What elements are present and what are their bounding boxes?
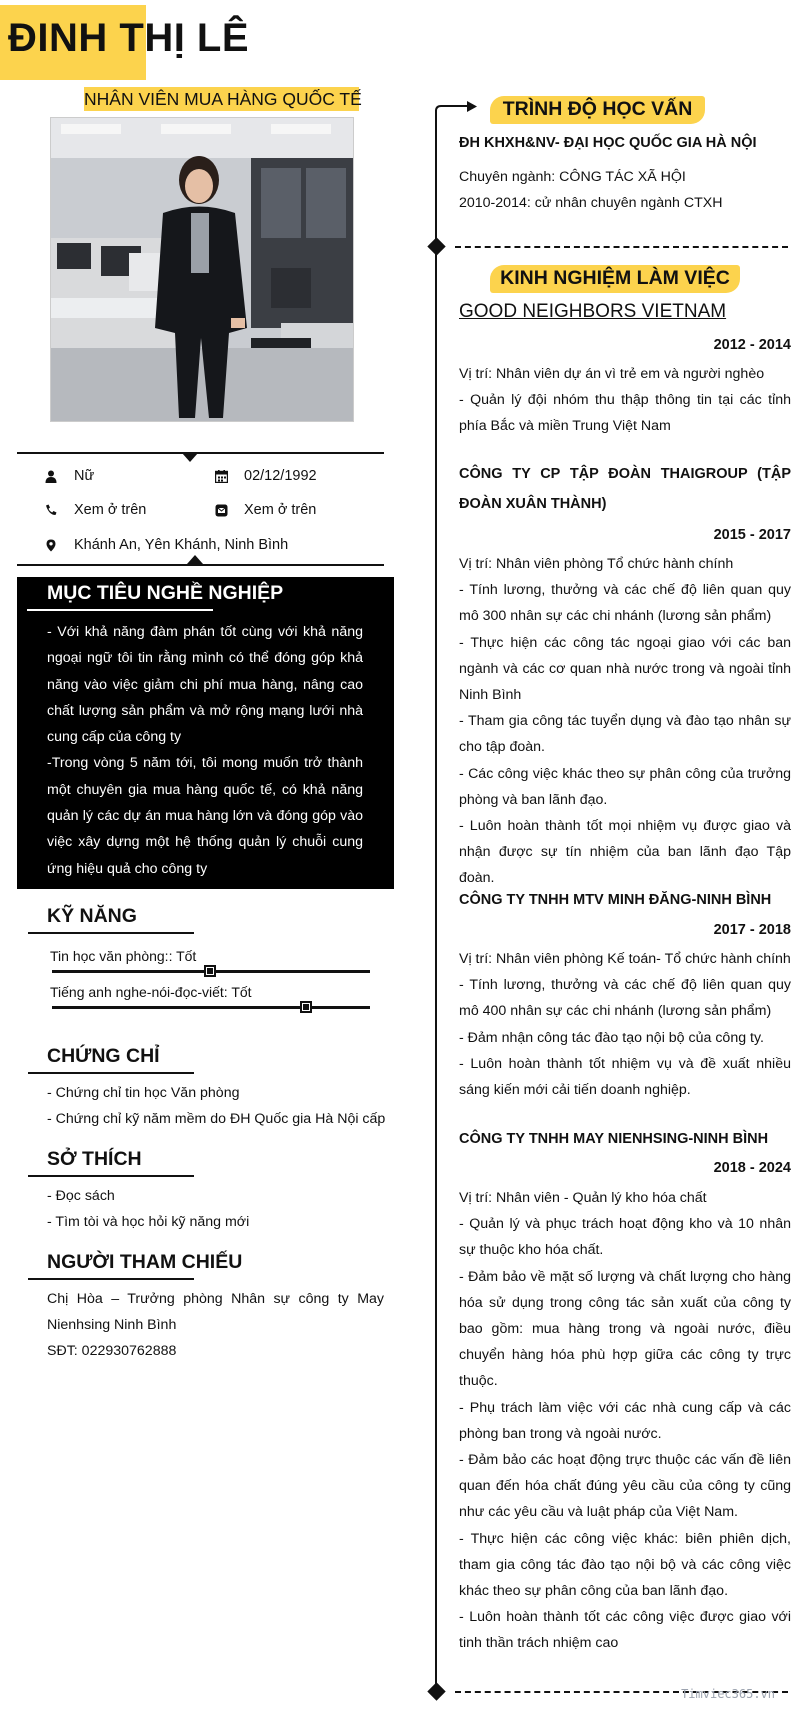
objective-text (47, 619, 363, 882)
job-line: - Quản lý và phục trách hoạt động kho và 10 nhân sự thuộc kho hóa chất. (459, 1216, 791, 1259)
education-school: ĐH KHXH&NV- ĐẠI HỌC QUỐC GIA HÀ NỘI (459, 135, 757, 151)
job-line: - Thực hiện các công tác ngoại giao với các ban ngành và các cơ quan nhà nước trong và ngoài tỉnh Ninh Bình (459, 634, 791, 704)
section-dash-divider (455, 246, 788, 248)
job-line: - Luôn hoàn thành tốt các công việc được giao với tinh thần trách nhiệm cao (459, 1609, 791, 1652)
job-years: 2017 - 2018 (713, 922, 791, 938)
calendar-icon (214, 469, 228, 483)
job-line: - Tham gia công tác tuyển dụng và đào tạo nhân sự cho tập đoàn. (459, 713, 791, 756)
education-degree: 2010-2014: cử nhân chuyên ngành CTXH (459, 195, 723, 212)
phone-row (44, 502, 146, 518)
dob-value: 02/12/1992 (244, 468, 317, 484)
hobbies-title: SỞ THÍCH (47, 1148, 142, 1170)
objective-underline (27, 609, 213, 611)
timeline-diamond (427, 237, 445, 255)
certificates-list (47, 1080, 387, 1132)
job-company: CÔNG TY TNHH MTV MINH ĐĂNG-NINH BÌNH (459, 892, 772, 908)
job-years: 2018 - 2024 (713, 1160, 791, 1176)
job-line: - Đảm bảo các hoạt động trực thuộc các vấn đề liên quan đến hóa chất đúng yêu cầu của công ty cũng như các yêu cầu và luật pháp của Việt Nam. (459, 1452, 791, 1521)
skill-level-knob (300, 1001, 312, 1013)
job-line: Vị trí: Nhân viên phòng Kế toán- Tổ chức hành chính (459, 951, 791, 967)
watermark: Timviec365.vn (681, 1687, 775, 1701)
timeline-line (435, 110, 437, 1690)
skills-underline (28, 932, 194, 934)
certificates-title: CHỨNG CHỈ (47, 1045, 160, 1067)
phone-value: Xem ở trên (74, 502, 147, 518)
divider-arrow-down (182, 453, 198, 462)
job-description (459, 946, 791, 1103)
job-line: Vị trí: Nhân viên - Quản lý kho hóa chất (459, 1190, 707, 1206)
references-text (47, 1286, 384, 1364)
education-details (459, 164, 789, 216)
divider-arrow-up (187, 555, 203, 564)
job-line: - Các công việc khác theo sự phân công của trưởng phòng và ban lãnh đạo. (459, 765, 791, 808)
job-line: - Đảm bảo về mặt số lượng và chất lượng cho hàng hóa sử dụng trong công tác sản xuất của công ty bao gồm: mua hàng trong và ngoài nước, điều chuyển hàng hóa phù hợp giữa các công ty trực thuộc. (459, 1268, 791, 1390)
job-title: NHÂN VIÊN MUA HÀNG QUỐC TẾ (84, 89, 362, 109)
objective-paragraph: - Với khả năng đàm phán tốt cùng với khả năng ngoại ngữ tôi tin rằng mình có thể đóng góp khả năng vào việc giảm chi phí mua hàng, nâng cao chất lượng sản phẩm và mở rộng mạng lưới nhà cung cấp của công ty (47, 624, 363, 746)
education-title: TRÌNH ĐỘ HỌC VẤN (502, 98, 693, 120)
gender-value: Nữ (74, 468, 95, 484)
list-item: - Tìm tòi và học hỏi kỹ năng mới (47, 1214, 250, 1230)
skill-label: Tin học văn phòng:: Tốt (50, 948, 197, 964)
job-company: GOOD NEIGHBORS VIETNAM (459, 301, 727, 322)
phone-icon (44, 503, 58, 517)
job-line: - Luôn hoàn thành tốt mọi nhiệm vụ được giao và nhận được sự tín nhiệm của ban lãnh đạo Tập đoàn. (459, 818, 791, 887)
hobbies-list (47, 1183, 387, 1235)
email-row (214, 502, 316, 518)
contact-divider-top (17, 452, 384, 454)
job-company: CÔNG TY TNHH MAY NIENHSING-NINH BÌNH (459, 1131, 769, 1147)
timeline-arrow-icon (433, 101, 478, 123)
list-item: - Đọc sách (47, 1188, 115, 1204)
reference-phone: SĐT: 022930762888 (47, 1343, 177, 1359)
job-line: - Thực hiện các công việc khác: biên phiên dịch, tham gia công tác đào tạo nội bộ và các công việc khác theo sự phân công của ban lãnh đạo. (459, 1530, 791, 1600)
job-description (459, 1185, 791, 1657)
candidate-name: ĐINH THỊ LÊ (8, 16, 250, 60)
job-line: Vị trí: Nhân viên dự án vì trẻ em và người nghèo (459, 366, 765, 382)
job-description (459, 551, 791, 892)
job-line: Vị trí: Nhân viên phòng Tổ chức hành chính (459, 556, 734, 572)
objective-title: MỤC TIÊU NGHỀ NGHIỆP (47, 582, 284, 604)
experience-title: KINH NGHIỆM LÀM VIỆC (500, 267, 730, 289)
objective-section (17, 577, 394, 889)
certificates-underline (28, 1072, 194, 1074)
job-years: 2015 - 2017 (713, 527, 791, 543)
list-item: - Chứng chỉ kỹ năm mềm do ĐH Quốc gia Hà Nội cấp (47, 1111, 386, 1127)
job-line: - Luôn hoàn thành tốt nhiệm vụ và đề xuất nhiều sáng kiến mới cải tiến doanh nghiệp. (459, 1055, 791, 1099)
hobbies-underline (28, 1175, 194, 1177)
objective-paragraph: -Trong vòng 5 năm tới, tôi mong muốn trở thành một chuyên gia mua hàng quốc tế, có khả năng quản lý các dự án mua hàng lớn và đóng góp vào việc xây dựng một hệ thống quản lý chuỗi cung ứng hiệu quả cho công ty (47, 755, 363, 877)
job-line: - Tính lương, thưởng và các chế độ liên quan quy mô 300 nhân sự các chi nhánh (lương sản phẩm) (459, 582, 791, 625)
job-description (459, 361, 791, 440)
job-years: 2012 - 2014 (713, 337, 791, 353)
job-company: CÔNG TY CP TẬP ĐOÀN THAIGROUP (TẬP ĐOÀN XUÂN THÀNH) (459, 466, 791, 512)
skill-label: Tiếng anh nghe-nói-đọc-viết: Tốt (50, 984, 252, 1000)
contact-divider-bottom (17, 564, 384, 566)
email-icon (214, 503, 228, 517)
education-major: Chuyên ngành: CÔNG TÁC XÃ HỘI (459, 169, 686, 185)
dob-row (214, 468, 317, 484)
email-value: Xem ở trên (244, 502, 317, 518)
location-icon (44, 538, 58, 552)
job-line: - Đảm nhận công tác đào tạo nội bộ của công ty. (459, 1029, 764, 1046)
skill-bar-english (52, 1006, 370, 1009)
references-title: NGƯỜI THAM CHIẾU (47, 1251, 243, 1273)
reference-person: Chị Hòa – Trưởng phòng Nhân sự công ty May Nienhsing Ninh Bình (47, 1291, 384, 1333)
skills-title: KỸ NĂNG (47, 905, 137, 927)
skill-level-knob (204, 965, 216, 977)
skill-bar-office (52, 970, 370, 973)
job-line: - Tính lương, thưởng và các chế độ liên quan quy mô 400 nhân sự các chi nhánh (lương sản phẩm) (459, 977, 791, 1020)
profile-photo (50, 117, 354, 422)
address-value: Khánh An, Yên Khánh, Ninh Bình (74, 537, 289, 553)
user-icon (44, 469, 58, 483)
address-row (44, 537, 288, 553)
references-underline (28, 1278, 194, 1280)
gender-row (44, 468, 94, 484)
timeline-diamond (427, 1682, 445, 1700)
list-item: - Chứng chỉ tin học Văn phòng (47, 1085, 240, 1101)
job-line: - Phụ trách làm việc với các nhà cung cấp và các phòng ban trong và ngoài nước. (459, 1399, 791, 1442)
job-line: - Quản lý đội nhóm thu thập thông tin tại các tỉnh phía Bắc và miền Trung Việt Nam (459, 392, 791, 435)
